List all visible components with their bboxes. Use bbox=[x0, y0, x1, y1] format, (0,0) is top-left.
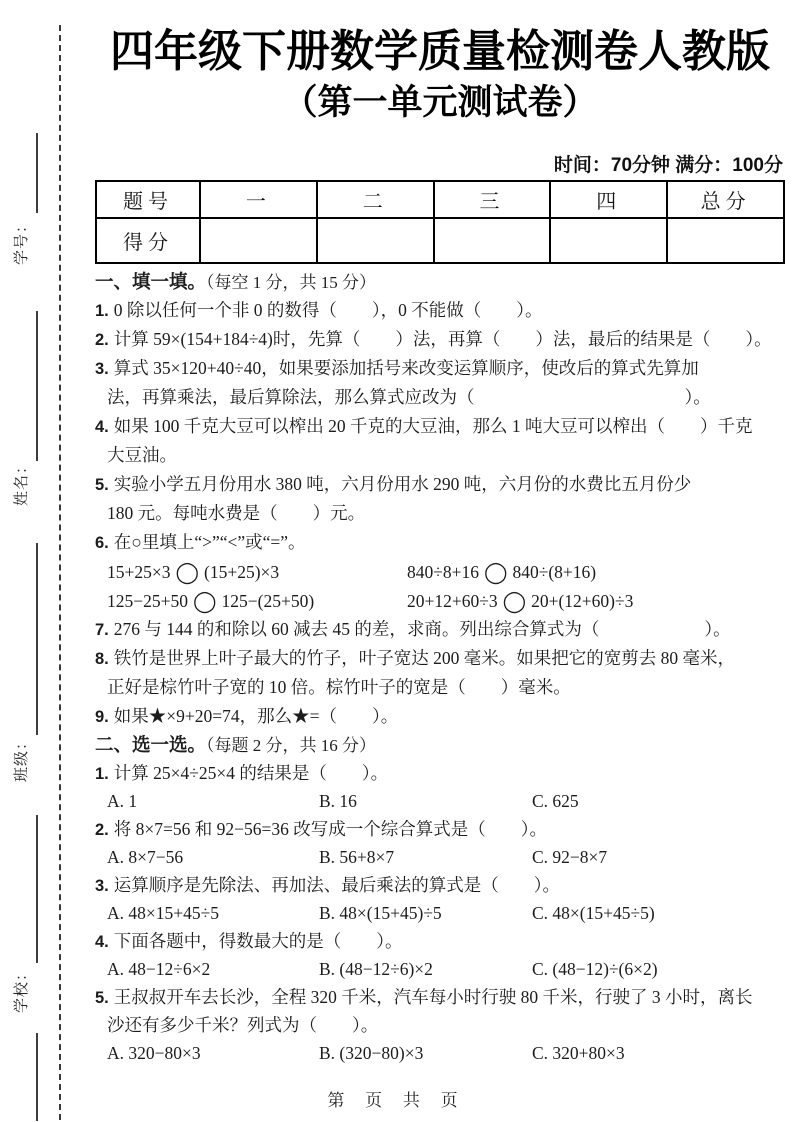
question-text: 大豆油。 bbox=[107, 445, 177, 465]
question-text: 正好是棕竹叶子宽的 10 倍。棕竹叶子的宽是（ ）毫米。 bbox=[107, 677, 571, 697]
section-points-note: （每题 2 分，共 16 分） bbox=[206, 736, 377, 755]
comparison-circle: ◯ bbox=[502, 589, 527, 613]
question-text: 如果 100 千克大豆可以榨出 20 千克的大豆油，那么 1 吨大豆可以榨出（ ）千克 bbox=[113, 416, 753, 436]
option-item: A. 320−80×3 bbox=[107, 1043, 201, 1063]
question-text: 沙还有多少千米？列式为（ ）。 bbox=[107, 1015, 379, 1035]
option-item: C. (48−12)÷(6×2) bbox=[532, 959, 658, 979]
comparison-item bbox=[107, 557, 407, 587]
options-row bbox=[95, 843, 785, 871]
comparison-expression: 20+12+60÷3 bbox=[407, 591, 498, 611]
student-info-sidebar bbox=[0, 0, 62, 1122]
score-table-score-row bbox=[96, 218, 784, 263]
paper-title: 四年级下册数学质量检测卷人教版 bbox=[110, 27, 770, 76]
question-text: 计算 59×(154+184÷4)时，先算（ ）法，再算（ ）法，最后的结果是（ ）。 bbox=[113, 329, 772, 349]
question-number: 6. bbox=[95, 534, 109, 552]
option-item: B. (48−12÷6)×2 bbox=[319, 959, 433, 979]
question-text: 276 与 144 的和除以 60 减去 45 的差，求商。列出综合算式为（ ）。 bbox=[113, 619, 731, 639]
comparison-expression: 125−25+50 bbox=[107, 591, 188, 611]
question-line bbox=[95, 528, 785, 557]
question-number: 5. bbox=[95, 989, 109, 1007]
question-text: 法，再算乘法，最后算除法，那么算式应改为（ ）。 bbox=[107, 387, 711, 407]
option-item: A. 1 bbox=[107, 791, 138, 811]
comparison-circle: ◯ bbox=[483, 560, 508, 584]
score-cell bbox=[434, 218, 551, 263]
score-table bbox=[95, 180, 785, 264]
comparison-item bbox=[407, 557, 785, 587]
score-cell bbox=[550, 218, 667, 263]
question-line bbox=[95, 927, 785, 955]
question-line bbox=[95, 702, 785, 731]
section-title: 一、填一填。 bbox=[95, 271, 207, 292]
section-points-note: （每空 1 分，共 15 分） bbox=[206, 273, 377, 292]
comparison-item bbox=[107, 586, 407, 616]
question-number: 2. bbox=[95, 331, 109, 349]
score-table-header-cell: 二 bbox=[317, 181, 434, 218]
write-line bbox=[36, 133, 38, 213]
question-line bbox=[95, 815, 785, 843]
section-1-heading bbox=[95, 267, 785, 296]
score-cell bbox=[200, 218, 317, 263]
question-line bbox=[95, 673, 785, 702]
question-text: 将 8×7=56 和 92−56=36 改写成一个综合算式是（ ）。 bbox=[113, 819, 547, 839]
options-row bbox=[95, 899, 785, 927]
class-label: 班级： bbox=[14, 734, 30, 783]
score-table-header-row bbox=[96, 181, 784, 218]
question-line bbox=[95, 983, 785, 1011]
comparison-expression: 840÷8+16 bbox=[407, 562, 479, 582]
question-number: 8. bbox=[95, 650, 109, 668]
question-line bbox=[95, 1011, 785, 1039]
question-line bbox=[95, 354, 785, 383]
score-table-header-cell: 三 bbox=[434, 181, 551, 218]
question-number: 3. bbox=[95, 360, 109, 378]
exam-paper bbox=[95, 0, 785, 1067]
question-number: 1. bbox=[95, 302, 109, 320]
comparison-expression: 840÷(8+16) bbox=[512, 562, 597, 582]
question-line bbox=[95, 383, 785, 412]
comparison-expression: 15+25×3 bbox=[107, 562, 171, 582]
question-text: 180 元。每吨水费是（ ）元。 bbox=[107, 503, 366, 523]
question-number: 3. bbox=[95, 877, 109, 895]
comparison-item bbox=[407, 586, 785, 616]
paper-subtitle: （第一单元测试卷） bbox=[282, 83, 598, 122]
write-line bbox=[36, 311, 38, 461]
score-cell bbox=[667, 218, 784, 263]
dashed-divider bbox=[59, 25, 61, 1120]
option-item: A. 8×7−56 bbox=[107, 847, 184, 867]
question-text: 实验小学五月份用水 380 吨，六月份用水 290 吨，六月份的水费比五月份少 bbox=[113, 474, 692, 494]
score-table-header-cell: 四 bbox=[550, 181, 667, 218]
comparison-expression: (15+25)×3 bbox=[204, 562, 280, 582]
option-item: B. (320−80)×3 bbox=[319, 1043, 424, 1063]
comparison-expression: 20+(12+60)÷3 bbox=[531, 591, 634, 611]
question-number: 4. bbox=[95, 933, 109, 951]
option-item: A. 48×15+45÷5 bbox=[107, 903, 219, 923]
question-line bbox=[95, 615, 785, 644]
question-text: 铁竹是世界上叶子最大的竹子，叶子宽达 200 毫米。如果把它的宽剪去 80 毫米， bbox=[113, 648, 736, 668]
question-text: 计算 25×4÷25×4 的结果是（ ）。 bbox=[113, 763, 389, 783]
question-text: 运算顺序是先除法、再加法、最后乘法的算式是（ ）。 bbox=[113, 875, 561, 895]
score-row-label: 得分 bbox=[96, 218, 200, 263]
question-text: 算式 35×120+40÷40，如果要添加括号来改变运算顺序，使改后的算式先算加 bbox=[113, 358, 699, 378]
comparison-row bbox=[95, 586, 785, 615]
question-line bbox=[95, 470, 785, 499]
student-id-label: 学号： bbox=[14, 217, 30, 266]
question-text: 0 除以任何一个非 0 的数得（ ），0 不能做（ ）。 bbox=[113, 300, 543, 320]
question-number: 5. bbox=[95, 476, 109, 494]
section-title: 二、选一选。 bbox=[95, 734, 207, 755]
question-number: 1. bbox=[95, 765, 109, 783]
comparison-circle: ◯ bbox=[175, 560, 200, 584]
question-line bbox=[95, 296, 785, 325]
question-text: 下面各题中，得数最大的是（ ）。 bbox=[113, 931, 403, 951]
questions-area bbox=[95, 267, 785, 1067]
question-number: 2. bbox=[95, 821, 109, 839]
section-2 bbox=[95, 731, 785, 1067]
question-number: 4. bbox=[95, 418, 109, 436]
score-cell bbox=[317, 218, 434, 263]
write-line bbox=[36, 543, 38, 735]
option-item: B. 56+8×7 bbox=[319, 847, 395, 867]
question-text: 王叔叔开车去长沙，全程 320 千米，汽车每小时行驶 80 千米，行驶了 3 小时，离长 bbox=[113, 987, 753, 1007]
options-row bbox=[95, 787, 785, 815]
question-line bbox=[95, 441, 785, 470]
question-text: 在○里填上“>”“<”或“=”。 bbox=[113, 532, 306, 552]
option-item: B. 16 bbox=[319, 791, 357, 811]
comparison-circle: ◯ bbox=[193, 589, 217, 613]
option-item: A. 48−12÷6×2 bbox=[107, 959, 211, 979]
score-table-header-cell: 一 bbox=[200, 181, 317, 218]
question-line bbox=[95, 412, 785, 441]
school-label: 学校： bbox=[14, 965, 30, 1014]
comparison-expression: 125−(25+50) bbox=[221, 591, 315, 611]
name-label: 姓名： bbox=[14, 458, 30, 507]
option-item: B. 48×(15+45)÷5 bbox=[319, 903, 442, 923]
options-row bbox=[95, 1039, 785, 1067]
question-line bbox=[95, 325, 785, 354]
write-line bbox=[36, 815, 38, 963]
option-item: C. 92−8×7 bbox=[532, 847, 608, 867]
question-number: 9. bbox=[95, 708, 109, 726]
page-footer: 第 页 共 页 bbox=[327, 1091, 466, 1110]
exam-meta: 时间：70分钟 满分：100分 bbox=[553, 155, 783, 176]
question-number: 7. bbox=[95, 621, 109, 639]
score-table-header-cell: 总分 bbox=[667, 181, 784, 218]
question-line bbox=[95, 759, 785, 787]
comparison-row bbox=[95, 557, 785, 586]
option-item: C. 320+80×3 bbox=[532, 1043, 625, 1063]
options-row bbox=[95, 955, 785, 983]
option-item: C. 625 bbox=[532, 791, 579, 811]
section-2-heading bbox=[95, 731, 785, 759]
question-text: 如果★×9+20=74，那么★=（ ）。 bbox=[113, 706, 399, 726]
score-table-header-cell: 题号 bbox=[96, 181, 200, 218]
question-line bbox=[95, 644, 785, 673]
question-line bbox=[95, 499, 785, 528]
option-item: C. 48×(15+45÷5) bbox=[532, 903, 655, 923]
question-line bbox=[95, 871, 785, 899]
